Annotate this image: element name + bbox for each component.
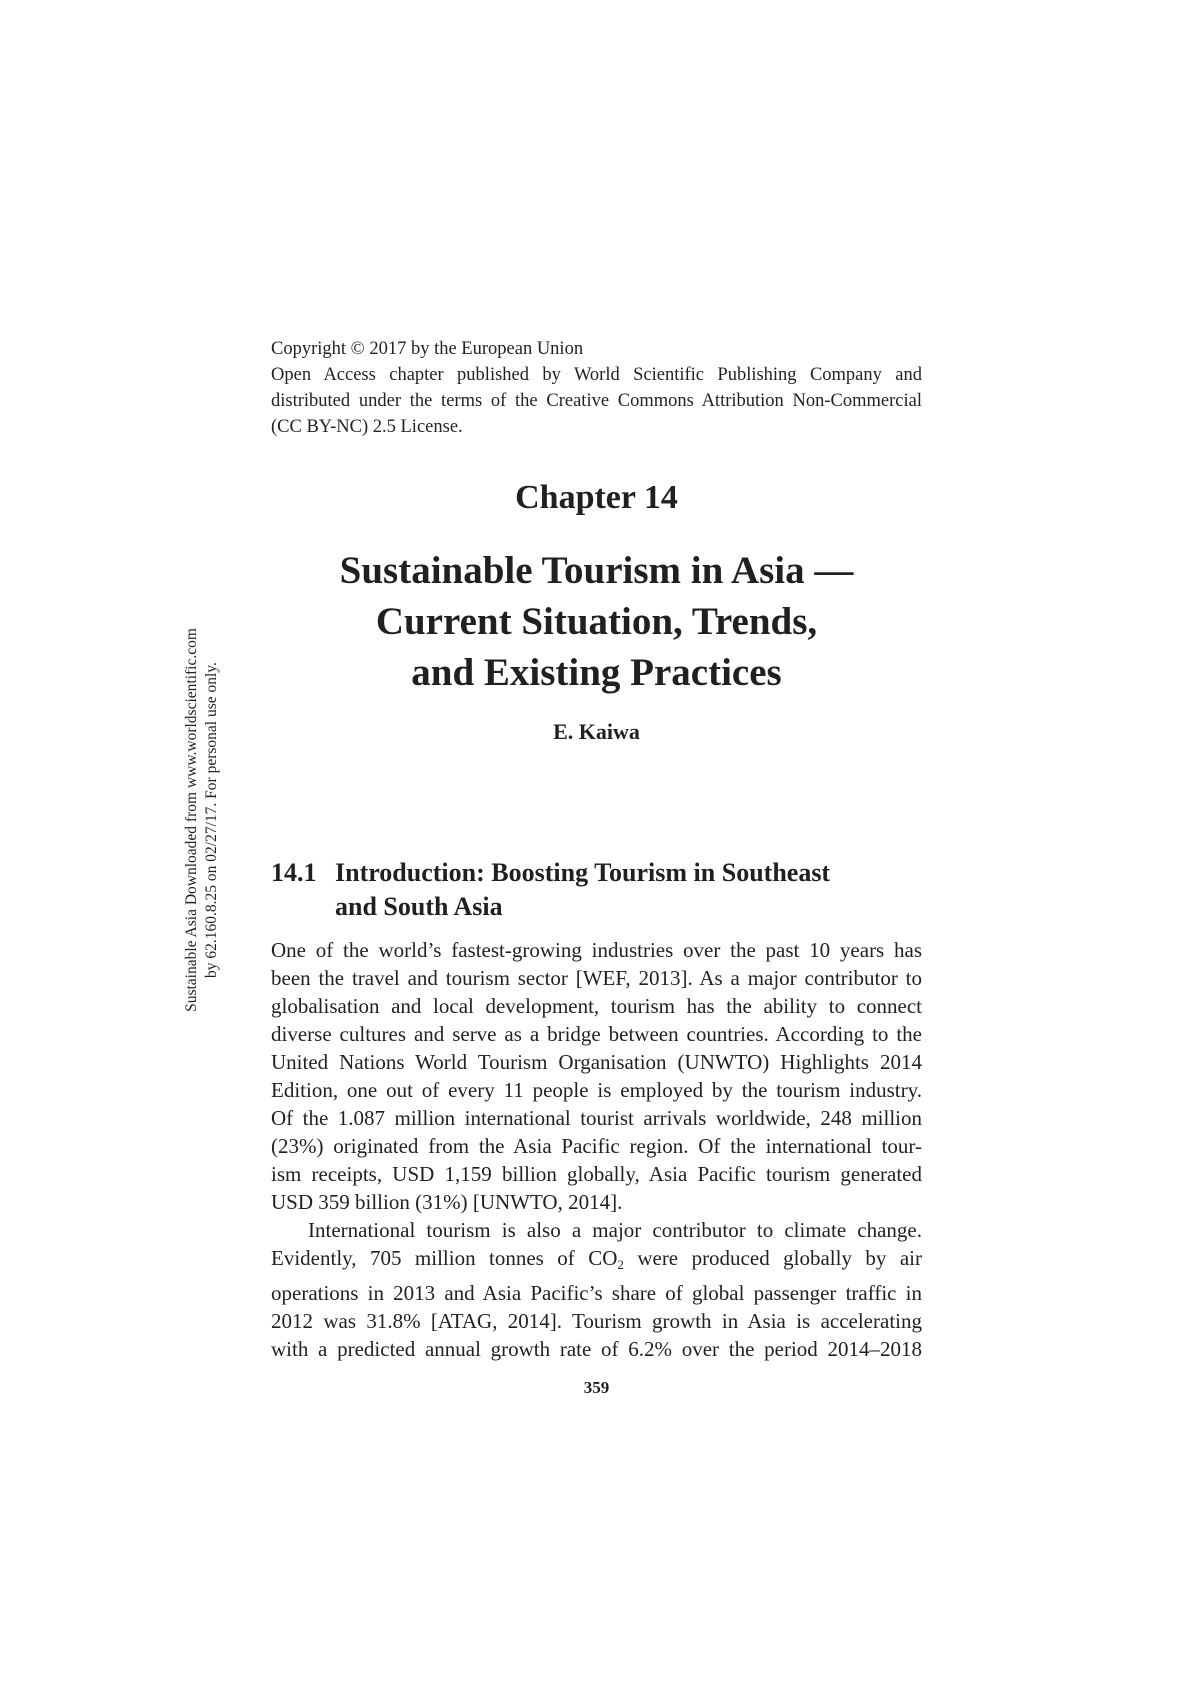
section-title-line: Introduction: Boosting Tourism in Southeast [335, 858, 831, 887]
license-line: (CC BY-NC) 2.5 License. [271, 417, 463, 437]
body-line: One of the world’s fastest-growing industries over the past 10 years has [271, 938, 922, 962]
section-heading [271, 856, 922, 924]
body-line [271, 1244, 922, 1279]
body-line: 2012 was 31.8% [ATAG, 2014]. Tourism growth in Asia is accelerating [271, 1309, 922, 1333]
body-line: globalisation and local development, tourism has the ability to connect [271, 994, 922, 1018]
page-number: 359 [583, 1378, 610, 1397]
watermark-line: Sustainable Asia Downloaded from www.worldscientific.com [183, 628, 200, 1012]
chapter-title-line: Sustainable Tourism in Asia — [339, 549, 854, 592]
license-line: distributed under the terms of the Creative Commons Attribution Non-Commercial [271, 391, 922, 411]
body-line: operations in 2013 and Asia Pacific’s share of global passenger traffic in [271, 1281, 922, 1305]
section-number: 14.1 [271, 858, 317, 887]
copyright-notice [271, 336, 922, 440]
chapter-title-line: and Existing Practices [411, 651, 782, 694]
body-line: Edition, one out of every 11 people is employed by the tourism industry. [271, 1078, 922, 1102]
body-line: with a predicted annual growth rate of 6.2% over the period 2014–2018 [271, 1337, 922, 1361]
body-line: (23%) originated from the Asia Pacific region. Of the international tour- [271, 1134, 922, 1158]
body-text-segment: Evidently, 705 million tonnes of CO [271, 1246, 618, 1270]
co2-subscript: 2 [617, 1257, 624, 1272]
download-watermark [182, 610, 222, 1030]
author-name: E. Kaiwa [553, 719, 640, 744]
body-text-segment: were produced globally by air [623, 1246, 922, 1270]
body-line: Of the 1.087 million international tourist arrivals worldwide, 248 million [271, 1106, 922, 1130]
license-line: Open Access chapter published by World Scientific Publishing Company and [271, 365, 922, 385]
copyright-line: Copyright © 2017 by the European Union [271, 339, 584, 359]
body-line: diverse cultures and serve as a bridge between countries. According to the [271, 1022, 922, 1046]
chapter-title-line: Current Situation, Trends, [375, 600, 818, 643]
body-line: United Nations World Tourism Organisation (UNWTO) Highlights 2014 [271, 1050, 922, 1074]
body-line: ism receipts, USD 1,159 billion globally, Asia Pacific tourism generated [271, 1162, 922, 1186]
chapter-title [271, 545, 922, 698]
body-text [271, 936, 922, 1363]
body-line: been the travel and tourism sector [WEF, 2013]. As a major contributor to [271, 966, 922, 990]
watermark-line: by 62.160.8.25 on 02/27/17. For personal use only. [203, 662, 220, 978]
chapter-label: Chapter 14 [515, 479, 678, 516]
body-line: USD 359 billion (31%) [UNWTO, 2014]. [271, 1190, 623, 1214]
body-line: International tourism is also a major contributor to climate change. [308, 1218, 922, 1242]
section-title-line: and South Asia [335, 892, 503, 921]
